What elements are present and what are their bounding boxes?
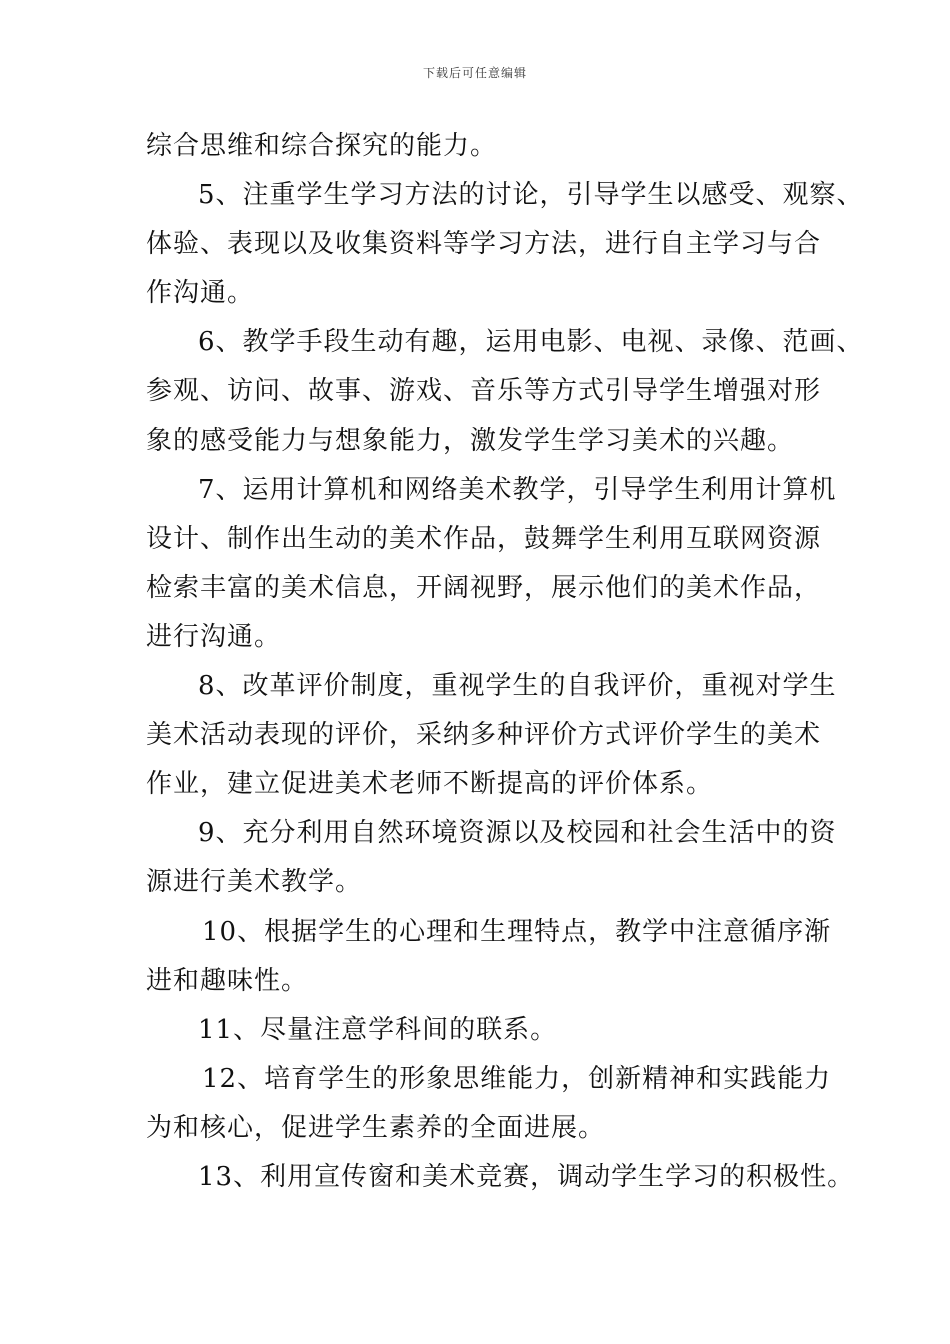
text-line: 5、注重学生学习方法的讨论，引导学生以感受、观察、 [198, 180, 864, 211]
text-line: 7、运用计算机和网络美术教学，引导学生利用计算机 [198, 474, 837, 505]
text-line: 11、尽量注意学科间的联系。 [198, 1014, 558, 1045]
text-line: 6、教学手段生动有趣，运用电影、电视、录像、范画、 [198, 327, 864, 358]
text-line: 进和趣味性。 [146, 965, 309, 996]
text-line: 设计、制作出生动的美术作品，鼓舞学生利用互联网资源 [146, 523, 822, 554]
text-line: 美术活动表现的评价，采纳多种评价方式评价学生的美术 [146, 720, 822, 751]
text-line: 8、改革评价制度，重视学生的自我评价，重视对学生 [198, 671, 837, 702]
body-text [146, 122, 864, 1202]
text-line: 作业，建立促进美术老师不断提高的评价体系。 [146, 769, 714, 800]
text-line: 检索丰富的美术信息，开阔视野，展示他们的美术作品， [146, 572, 822, 603]
text-line: 10、根据学生的心理和生理特点，教学中注意循序渐 [202, 916, 832, 947]
text-line: 象的感受能力与想象能力，激发学生学习美术的兴趣。 [146, 425, 795, 456]
text-line: 13、利用宣传窗和美术竞赛，调动学生学习的积极性。 [198, 1161, 855, 1192]
text-line: 进行沟通。 [146, 621, 282, 652]
text-line: 综合思维和综合探究的能力。 [146, 131, 498, 161]
text-line: 为和核心，促进学生素养的全面进展。 [146, 1112, 606, 1143]
text-line: 源进行美术教学。 [146, 867, 363, 898]
text-line: 参观、访问、故事、游戏、音乐等方式引导学生增强对形 [146, 376, 822, 407]
text-line: 体验、表现以及收集资料等学习方法，进行自主学习与合 [146, 229, 822, 260]
header-note: 下载后可任意编辑 [422, 66, 527, 80]
text-line: 作沟通。 [146, 278, 255, 309]
text-line: 9、充分利用自然环境资源以及校园和社会生活中的资 [198, 818, 837, 849]
text-line: 12、培育学生的形象思维能力，创新精神和实践能力 [202, 1063, 832, 1094]
